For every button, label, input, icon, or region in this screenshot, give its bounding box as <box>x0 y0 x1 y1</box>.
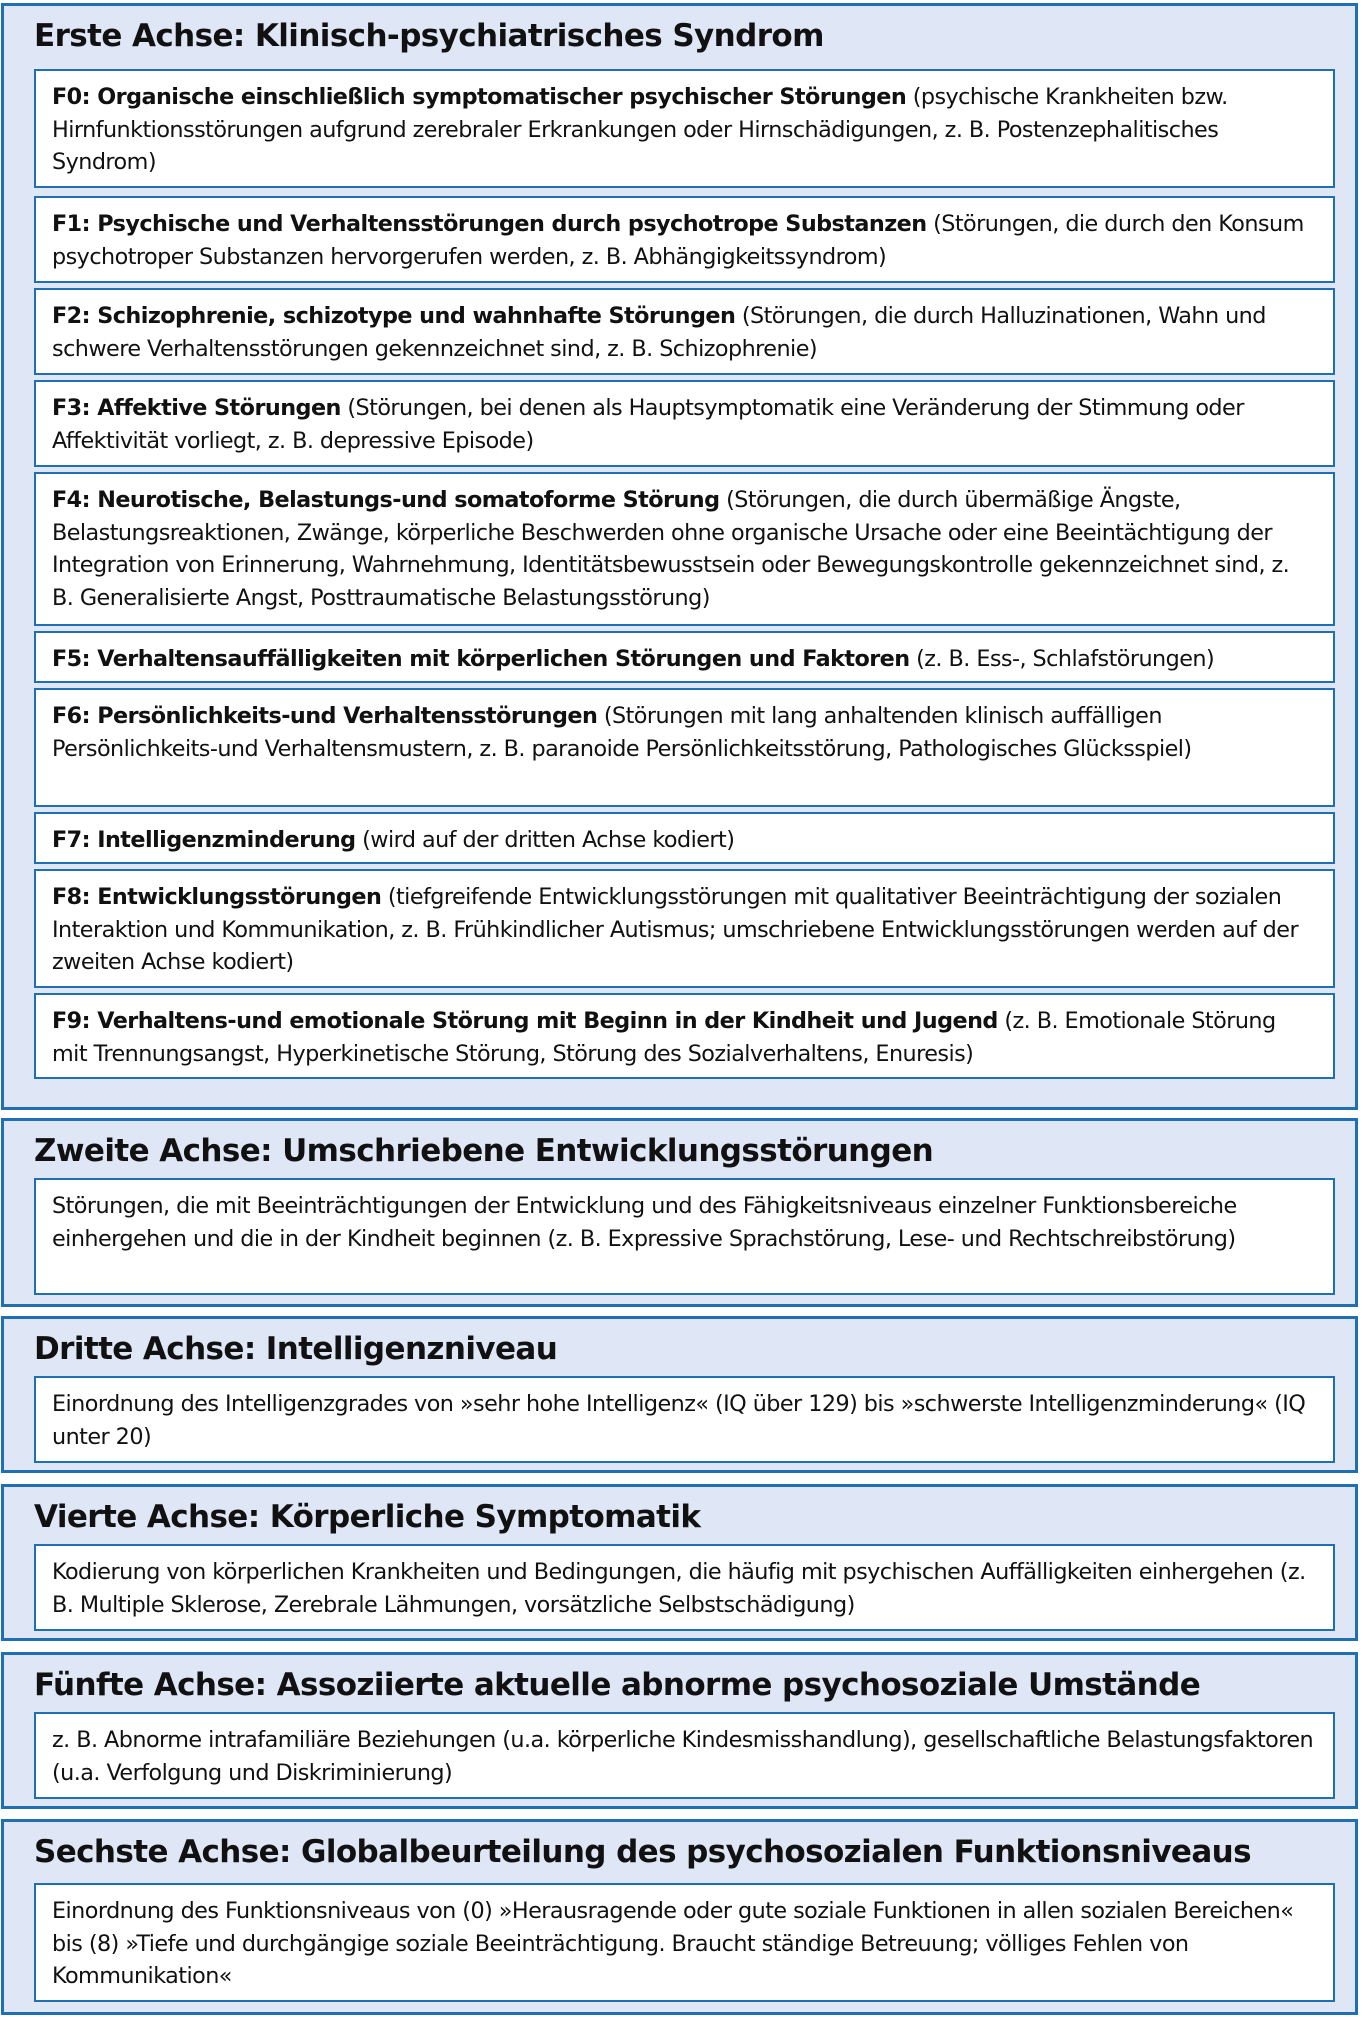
axis-3 <box>1 1316 1358 1473</box>
category-f2-description: (Störungen, die durch Halluzinationen, Wahn und schwere Verhaltensstörungen gekennzeichnet sind, z. B. Schizophrenie) <box>52 303 1266 362</box>
category-f0-description: (psychische Krankheiten bzw. Hirnfunktionsstörungen aufgrund zerebraler Erkrankungen oder Hirnschädigungen, z. B. Postenzephalitisches Syndrom) <box>52 84 1228 175</box>
category-f8-description: (tiefgreifende Entwicklungsstörungen mit qualitativer Beeinträchtigung der sozialen Interaktion und Kommunikation, z. B. Frühkindlicher Autismus; umschriebene Entwicklungsstörungen werden auf der zweiten Achse kodiert) <box>52 884 1299 975</box>
axis-4-title: Vierte Achse: Körperliche Symptomatik <box>34 1499 701 1535</box>
axis-1-title: Erste Achse: Klinisch-psychiatrisches Syndrom <box>34 18 824 54</box>
category-f3-label: F3: Affektive Störungen <box>52 395 341 421</box>
category-f3 <box>34 380 1335 467</box>
category-f7 <box>34 812 1335 864</box>
axis-4 <box>1 1484 1358 1641</box>
axis-6-description-text: Einordnung des Funktionsniveaus von (0) »Herausragende oder gute soziale Funktionen in allen sozialen Bereichen« bis (8) »Tiefe und durchgängige soziale Beeinträchtigung. Braucht ständige Betreuung; völliges Fehlen von Kommunikation« <box>52 1898 1294 1989</box>
axis-1 <box>1 3 1358 1110</box>
axis-4-description-text: Kodierung von körperlichen Krankheiten und Bedingungen, die häufig mit psychischen Auffälligkeiten einhergehen (z. B. Multiple Sklerose, Zerebrale Lähmungen, vorsätzliche Selbstschädigung) <box>52 1559 1306 1618</box>
category-f1 <box>34 196 1335 283</box>
category-f3-description: (Störungen, bei denen als Hauptsymptomatik eine Veränderung der Stimmung oder Affektivität vorliegt, z. B. depressive Episode) <box>52 395 1244 454</box>
category-f8 <box>34 869 1335 988</box>
axis-5-description-text: z. B. Abnorme intrafamiliäre Beziehungen (u.a. körperliche Kindesmisshandlung), gesellschaftliche Belastungsfaktoren (u.a. Verfolgung und Diskriminierung) <box>52 1727 1314 1786</box>
axis-6-title: Sechste Achse: Globalbeurteilung des psychosozialen Funktionsniveaus <box>34 1834 1252 1870</box>
category-f9-label: F9: Verhaltens-und emotionale Störung mit Beginn in der Kindheit und Jugend <box>52 1008 998 1034</box>
category-f1-label: F1: Psychische und Verhaltensstörungen durch psychotrope Substanzen <box>52 211 927 237</box>
category-f2 <box>34 288 1335 375</box>
category-f2-label: F2: Schizophrenie, schizotype und wahnhafte Störungen <box>52 303 736 329</box>
axis-6-description <box>34 1883 1335 2002</box>
category-f4-description: (Störungen, die durch übermäßige Ängste, Belastungsreaktionen, Zwänge, körperliche Beschwerden ohne organische Ursache oder eine Beeintächtigung der Integration von Erinnerung, Wahrnehmung, Identitätsbewusstsein oder Bewegungskontrolle gekennzeichnet sind, z. B. Generalisierte Angst, Posttraumatische Belastungsstörung) <box>52 487 1290 611</box>
category-f6-description: (Störungen mit lang anhaltenden klinisch auffälligen Persönlichkeits-und Verhaltensmustern, z. B. paranoide Persönlichkeitsstörung, Pathologisches Glücksspiel) <box>52 703 1192 762</box>
category-f7-description: (wird auf der dritten Achse kodiert) <box>355 827 735 853</box>
category-f4 <box>34 472 1335 626</box>
axis-5-description <box>34 1712 1335 1799</box>
axis-5 <box>1 1652 1358 1809</box>
axis-2-description <box>34 1178 1335 1295</box>
category-f7-label: F7: Intelligenzminderung <box>52 827 356 853</box>
category-f8-label: F8: Entwicklungsstörungen <box>52 884 382 910</box>
category-f9-description: (z. B. Emotionale Störung mit Trennungsangst, Hyperkinetische Störung, Störung des Sozialverhaltens, Enuresis) <box>52 1008 1276 1067</box>
axis-3-title: Dritte Achse: Intelligenzniveau <box>34 1331 558 1367</box>
axis-3-description-text: Einordnung des Intelligenzgrades von »sehr hohe Intelligenz« (IQ über 129) bis »schwerste Intelligenzminderung« (IQ unter 20) <box>52 1391 1306 1450</box>
axis-2-title: Zweite Achse: Umschriebene Entwicklungsstörungen <box>34 1133 934 1169</box>
category-f6-label: F6: Persönlichkeits-und Verhaltensstörungen <box>52 703 598 729</box>
axis-5-title: Fünfte Achse: Assoziierte aktuelle abnorme psychosoziale Umstände <box>34 1667 1201 1703</box>
category-f5-label: F5: Verhaltensauffälligkeiten mit körperlichen Störungen und Faktoren <box>52 646 910 672</box>
category-f5 <box>34 631 1335 683</box>
axis-2-description-text: Störungen, die mit Beeinträchtigungen der Entwicklung und des Fähigkeitsniveaus einzelner Funktionsbereiche einhergehen und die in der Kindheit beginnen (z. B. Expressive Sprachstörung, Lese- und Rechtschreibstörung) <box>52 1193 1237 1252</box>
category-f0-label: F0: Organische einschließlich symptomatischer psychischer Störungen <box>52 84 907 110</box>
category-f1-description: (Störungen, die durch den Konsum psychotroper Substanzen hervorgerufen werden, z. B. Abhängigkeitssyndrom) <box>52 211 1304 270</box>
axis-2 <box>1 1118 1358 1307</box>
category-f4-label: F4: Neurotische, Belastungs-und somatoforme Störung <box>52 487 720 513</box>
category-f9 <box>34 993 1335 1079</box>
category-f5-description: (z. B. Ess-, Schlafstörungen) <box>909 646 1215 672</box>
category-f0 <box>34 69 1335 188</box>
category-f6 <box>34 688 1335 807</box>
axis-4-description <box>34 1544 1335 1631</box>
axis-3-description <box>34 1376 1335 1463</box>
axis-6 <box>1 1819 1358 2015</box>
